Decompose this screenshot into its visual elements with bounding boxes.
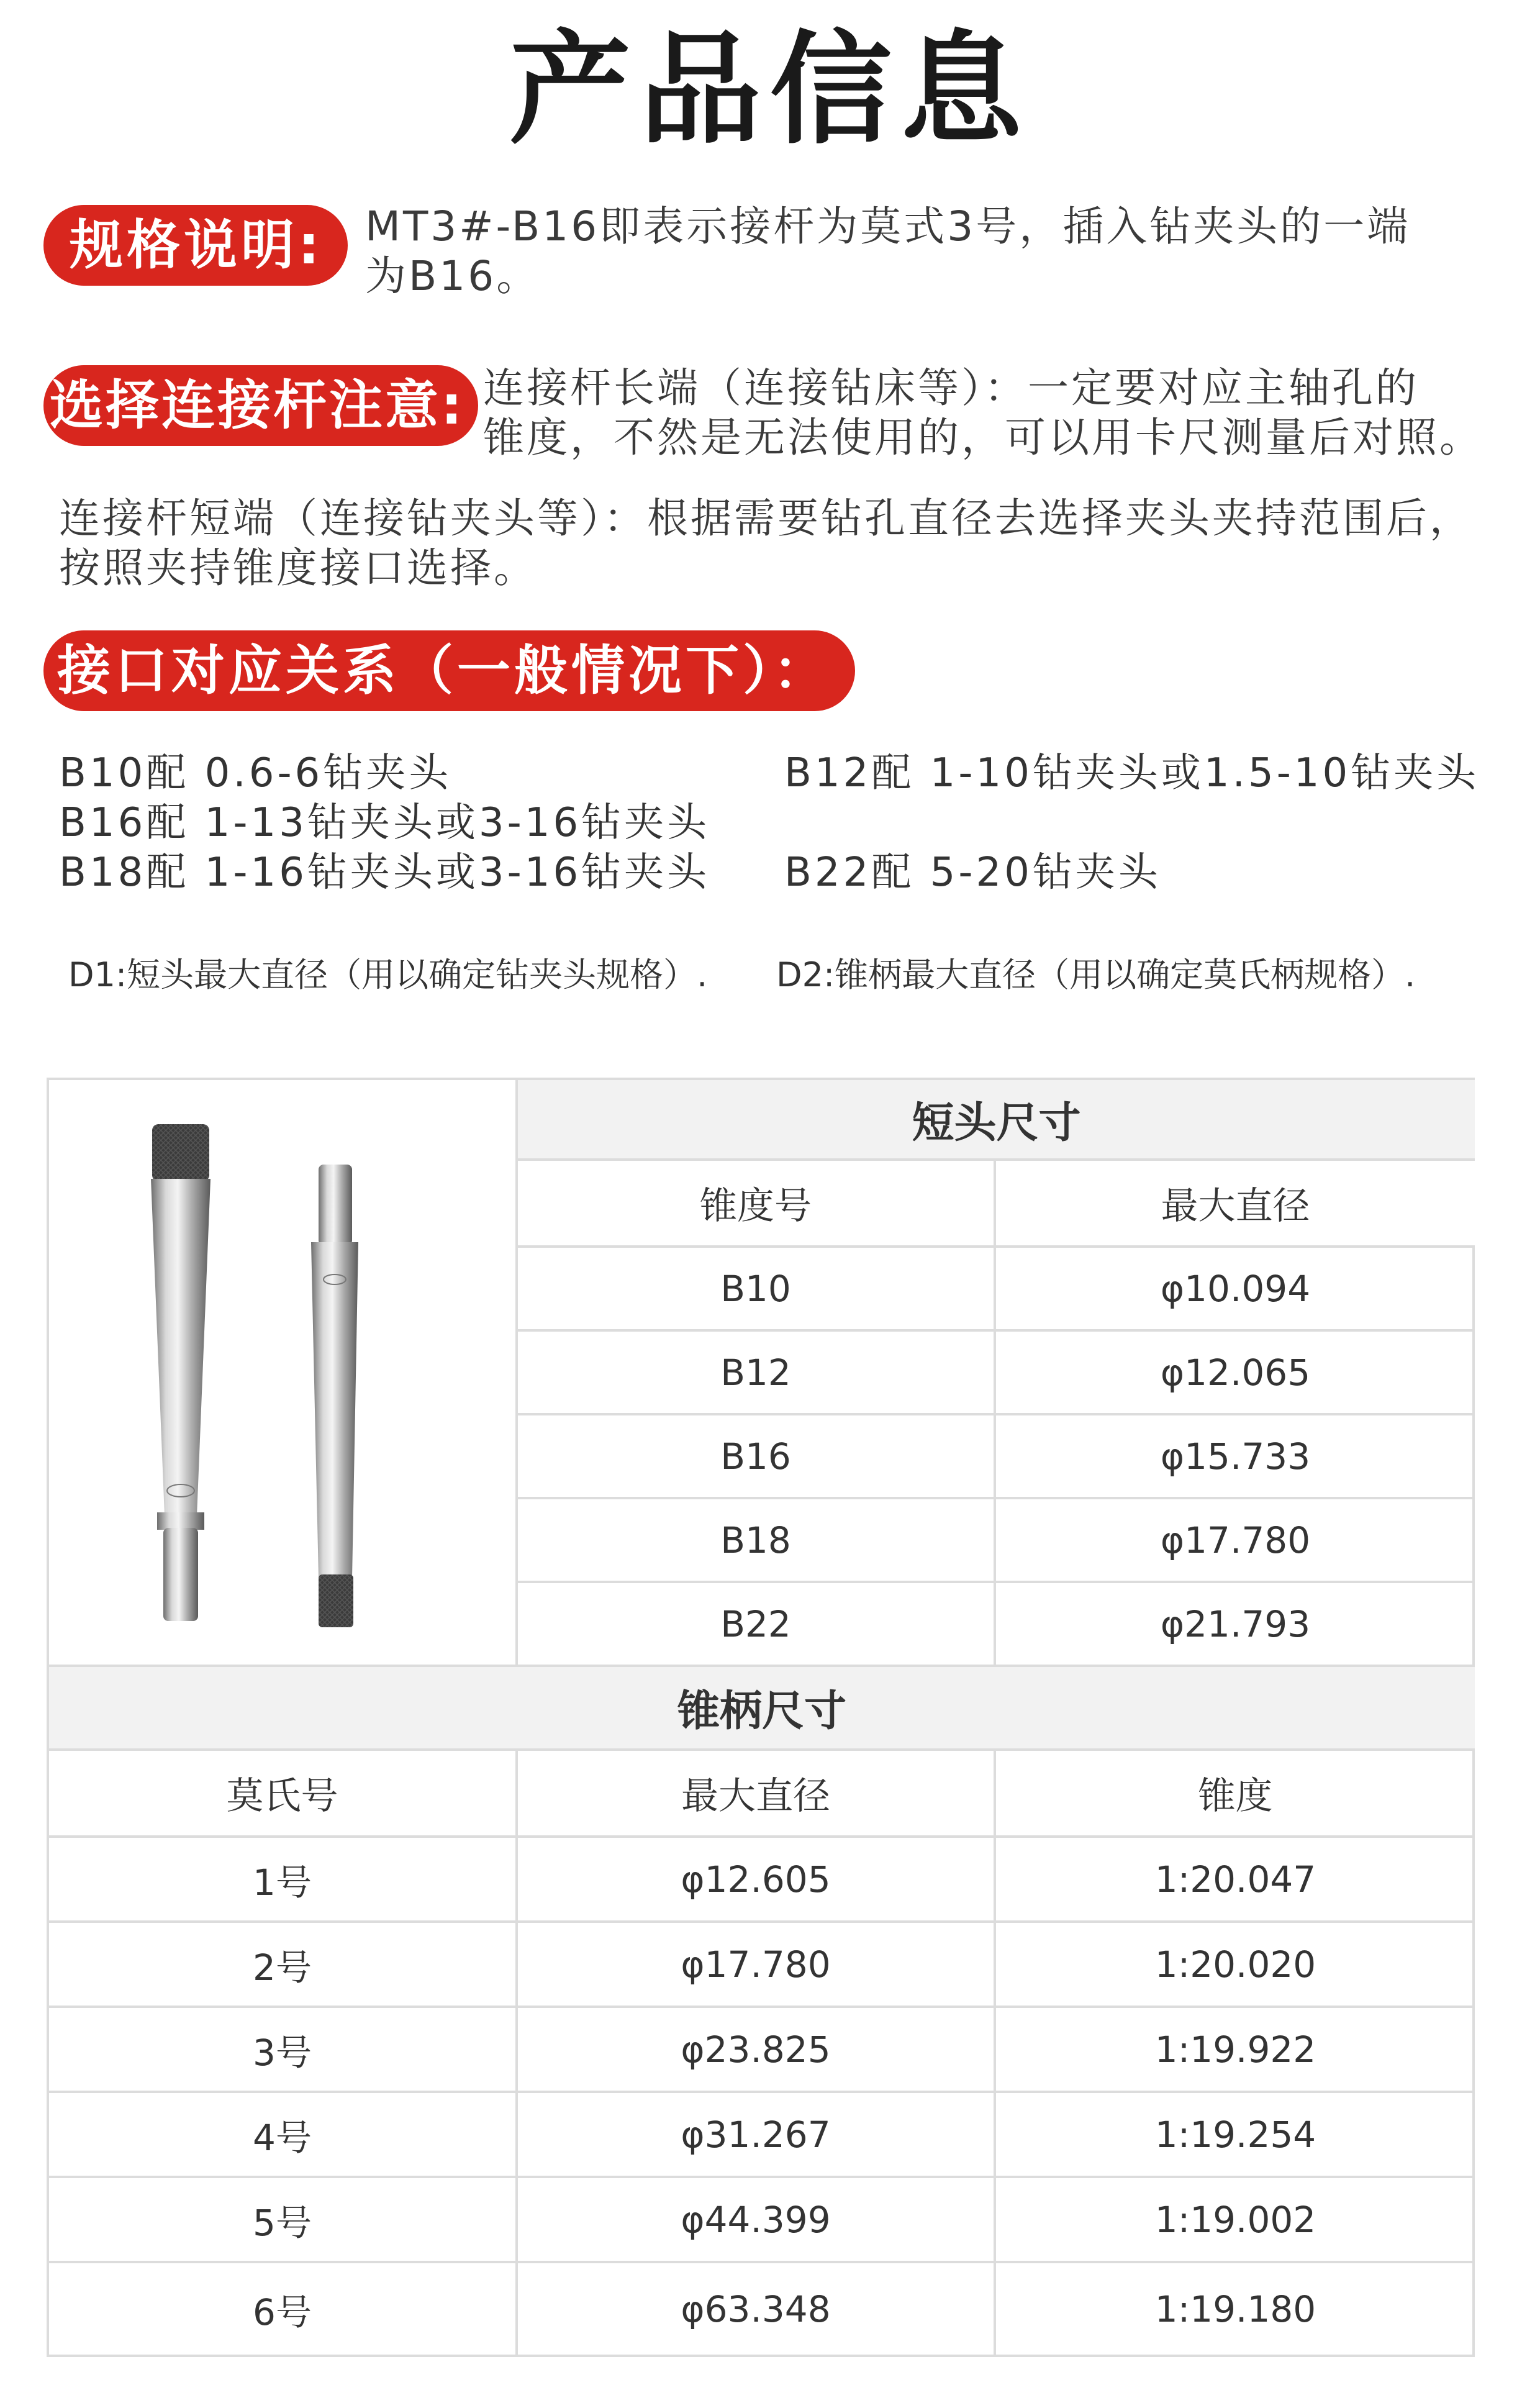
taper-header-diameter: 最大直径 <box>518 1751 996 1838</box>
table-row: φ17.780 <box>996 1499 1475 1583</box>
short-head-title: 短头尺寸 <box>518 1080 1475 1161</box>
table-row: φ10.094 <box>996 1248 1475 1332</box>
table-row: 1号 <box>49 1838 518 1923</box>
interface-item-b16: B16配 1-13钻夹头或3-16钻夹头 <box>59 800 710 846</box>
page-title: 产品信息 <box>509 19 1031 161</box>
table-row: 1:19.002 <box>996 2178 1475 2263</box>
arbor-product-icon <box>121 1106 444 1640</box>
select-line-4: 按照夹持锥度接口选择。 <box>59 544 537 592</box>
table-row: 1:20.020 <box>996 1923 1475 2008</box>
select-badge: 选择连接杆注意: <box>43 365 478 446</box>
select-line-3: 连接杆短端（连接钻夹头等）：根据需要钻孔直径去选择夹头夹持范围后， <box>59 494 1473 542</box>
table-row: 3号 <box>49 2008 518 2093</box>
note-d1: D1:短头最大直径（用以确定钻夹头规格）. <box>68 955 708 994</box>
table-row: φ15.733 <box>996 1415 1475 1499</box>
spec-line-1: MT3#-B16即表示接杆为莫式3号，插入钻夹头的一端 <box>365 202 1411 250</box>
interface-item-b12: B12配 1-10钻夹头或1.5-10钻夹头 <box>784 750 1480 796</box>
table-row: φ12.605 <box>518 1838 996 1923</box>
select-line-1: 连接杆长端（连接钻床等）：一定要对应主轴孔的 <box>483 364 1419 412</box>
table-row: 6号 <box>49 2263 518 2355</box>
table-row: φ17.780 <box>518 1923 996 2008</box>
table-row: φ31.267 <box>518 2093 996 2178</box>
table-row: B12 <box>518 1332 996 1415</box>
taper-shank-title: 锥柄尺寸 <box>49 1667 1475 1751</box>
table-row: φ63.348 <box>518 2263 996 2355</box>
table-row: B22 <box>518 1583 996 1667</box>
spec-table <box>47 1078 1475 2357</box>
interface-badge: 接口对应关系（一般情况下）： <box>43 630 855 711</box>
table-row: B10 <box>518 1248 996 1332</box>
table-row: 5号 <box>49 2178 518 2263</box>
table-row: φ23.825 <box>518 2008 996 2093</box>
select-line-2: 锥度，不然是无法使用的，可以用卡尺测量后对照。 <box>483 414 1483 461</box>
interface-item-b18: B18配 1-16钻夹头或3-16钻夹头 <box>59 850 710 896</box>
table-row: B18 <box>518 1499 996 1583</box>
table-row: 2号 <box>49 1923 518 2008</box>
taper-header-morse: 莫氏号 <box>49 1751 518 1838</box>
table-row: φ21.793 <box>996 1583 1475 1667</box>
short-head-header-taper: 锥度号 <box>518 1161 996 1248</box>
table-row: 1:19.254 <box>996 2093 1475 2178</box>
interface-item-b10: B10配 0.6-6钻夹头 <box>59 750 452 796</box>
taper-header-taper: 锥度 <box>996 1751 1475 1838</box>
table-row: φ44.399 <box>518 2178 996 2263</box>
note-d2: D2:锥柄最大直径（用以确定莫氏柄规格）. <box>776 955 1416 994</box>
spec-badge: 规格说明: <box>43 205 348 286</box>
table-row: 1:19.922 <box>996 2008 1475 2093</box>
table-row: 4号 <box>49 2093 518 2178</box>
table-row: B16 <box>518 1415 996 1499</box>
short-head-header-diameter: 最大直径 <box>996 1161 1475 1248</box>
spec-line-2: 为B16。 <box>365 252 540 300</box>
table-row: 1:20.047 <box>996 1838 1475 1923</box>
product-image <box>49 1080 518 1667</box>
table-row: 1:19.180 <box>1154 2287 1316 2330</box>
table-row: φ12.065 <box>996 1332 1475 1415</box>
interface-item-b22: B22配 5-20钻夹头 <box>784 850 1161 896</box>
